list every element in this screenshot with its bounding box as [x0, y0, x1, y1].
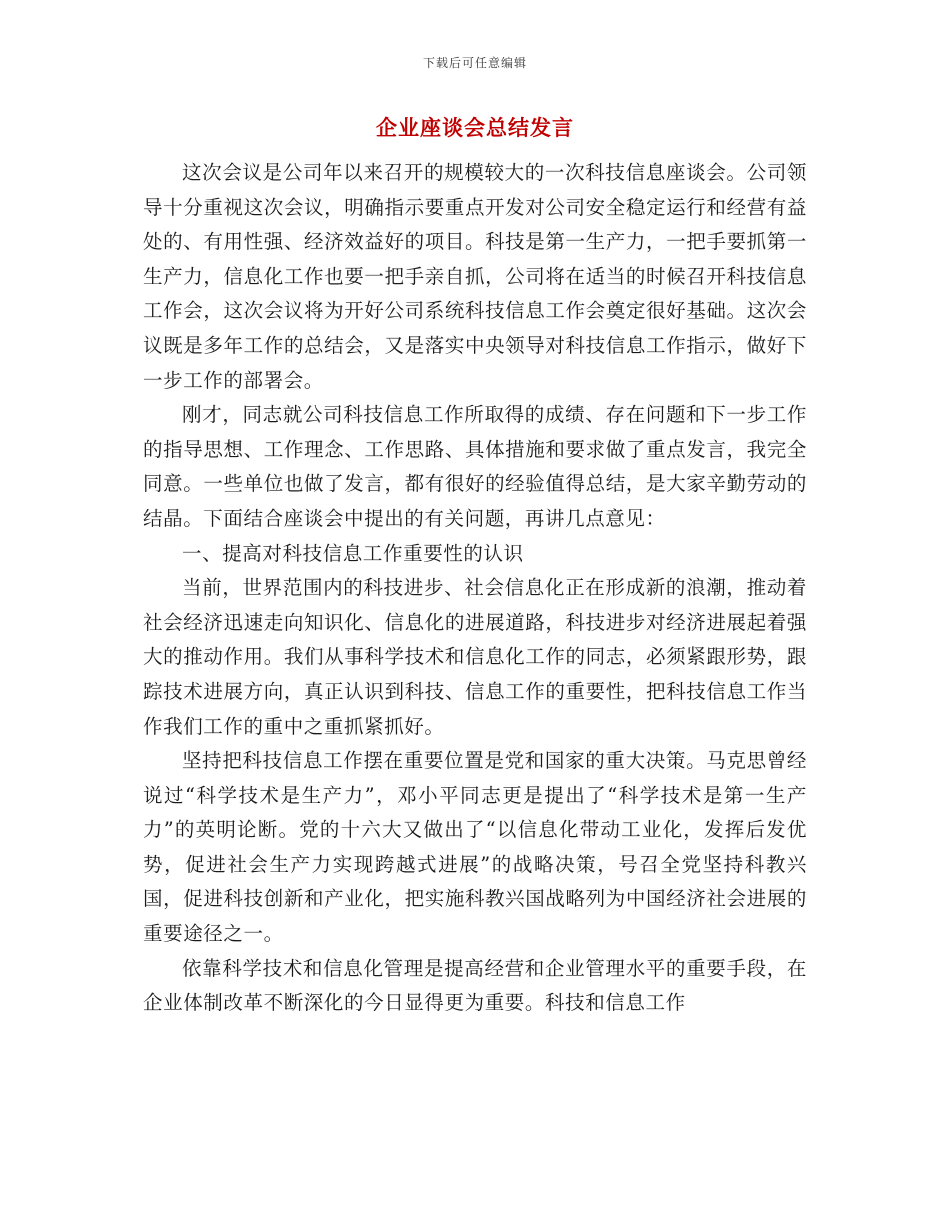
header-note: 下载后可任意编辑: [422, 56, 527, 70]
section-heading: 一、提高对科技信息工作重要性的认识: [182, 541, 524, 565]
document-title: 企业座谈会总结发言: [376, 115, 574, 140]
paragraph: 这次会议是公司年以来召开的规模较大的一次科技信息座谈会。公司领导十分重视这次会议，明确指示要重点开发对公司安全稳定运行和经营有益处的、有用性强、经济效益好的项目。科技是第一生产力，一把手要抓第一生产力，信息化工作也要一把手亲自抓，公司将在适当的时候召开科技信息工作会，这次会议将为开好公司系统科技信息工作会奠定很好基础。这次会议既是多年工作的总结会，又是落实中央领导对科技信息工作指示，做好下一步工作的部署会。: [143, 161, 807, 392]
paragraph: 依靠科学技术和信息化管理是提高经营和企业管理水平的重要手段，在企业体制改革不断深化的今日显得更为重要。科技和信息工作: [143, 956, 807, 1015]
paragraph: 刚才，同志就公司科技信息工作所取得的成绩、存在问题和下一步工作的指导思想、工作理念、工作思路、具体措施和要求做了重点发言，我完全同意。一些单位也做了发言，都有很好的经验值得总结，是大家辛勤劳动的结晶。下面结合座谈会中提出的有关问题，再讲几点意见：: [143, 403, 807, 530]
document-body: [143, 156, 807, 1021]
paragraph: 坚持把科技信息工作摆在重要位置是党和国家的重大决策。马克思曾经说过“科学技术是生产力”，邓小平同志更是提出了“科学技术是第一生产力”的英明论断。党的十六大又做出了“以信息化带动工业化，发挥后发优势，促进社会生产力实现跨越式进展”的战略决策，号召全党坚持科教兴国，促进科技创新和产业化，把实施科教兴国战略列为中国经济社会进展的重要途径之一。: [143, 749, 807, 946]
paragraph: 当前，世界范围内的科技进步、社会信息化正在形成新的浪潮，推动着社会经济迅速走向知识化、信息化的进展道路，科技进步对经济进展起着强大的推动作用。我们从事科学技术和信息化工作的同志，必须紧跟形势，跟踪技术进展方向，真正认识到科技、信息工作的重要性，把科技信息工作当作我们工作的重中之重抓紧抓好。: [143, 576, 807, 738]
